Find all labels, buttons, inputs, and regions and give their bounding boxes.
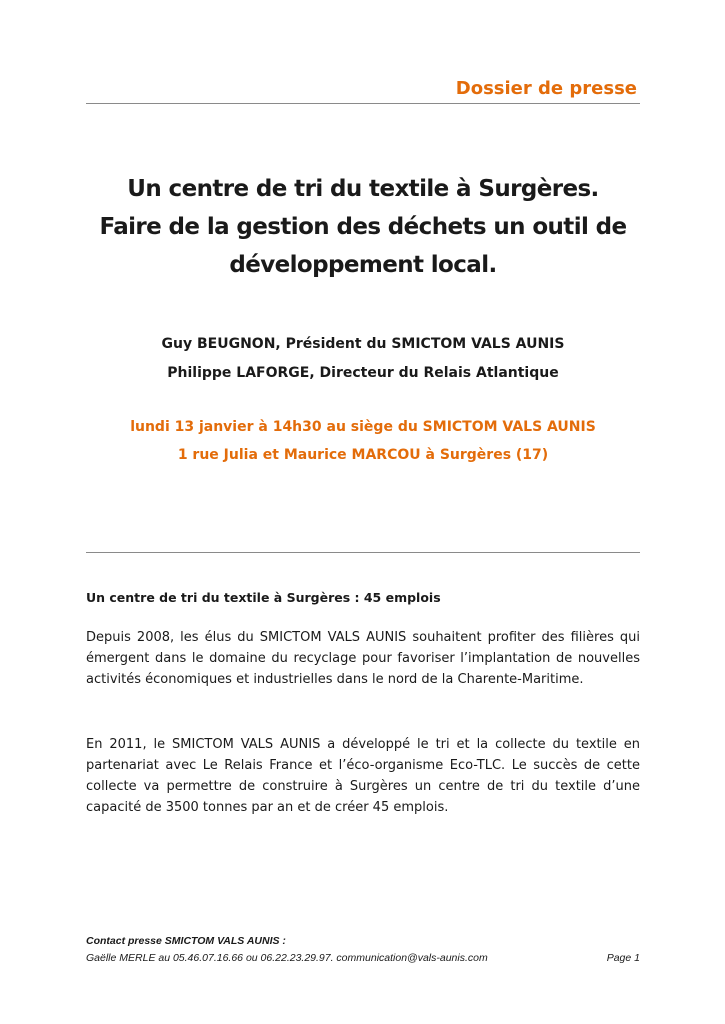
footer-row	[86, 950, 640, 967]
title-line: développement local.	[229, 252, 497, 278]
footer	[86, 933, 640, 967]
press-release-title	[86, 170, 640, 284]
event-date: lundi 13 janvier à 14h30 au siège du SMICTOM VALS AUNIS	[130, 419, 596, 435]
footer-contact-title: Contact presse SMICTOM VALS AUNIS :	[86, 935, 286, 947]
event-details	[86, 413, 640, 469]
title-line: Un centre de tri du textile à Surgères.	[127, 176, 599, 202]
body-paragraph: En 2011, le SMICTOM VALS AUNIS a développé le tri et la collecte du textile en partenariat avec Le Relais France et l’éco-organisme Eco-TLC. Le succès de cette collecte va permettre de construire à Surgères un centre de tri du textile d’une capacité de 3500 tonnes par an et de créer 45 emplois.	[86, 737, 640, 815]
header-divider	[86, 103, 640, 104]
footer-contact-details: Gaëlle MERLE au 05.46.07.16.66 ou 06.22.23.29.97. communication@vals-aunis.com	[86, 952, 488, 964]
speaker-president: Guy BEUGNON, Président du SMICTOM VALS AUNIS	[161, 336, 565, 352]
document-type-label: Dossier de presse	[455, 78, 637, 99]
title-line: Faire de la gestion des déchets un outil de	[99, 214, 627, 240]
speaker-director: Philippe LAFORGE, Directeur du Relais Atlantique	[167, 365, 559, 381]
speakers-block	[86, 330, 640, 388]
event-address: 1 rue Julia et Maurice MARCOU à Surgères (17)	[177, 447, 549, 463]
body-paragraph: Depuis 2008, les élus du SMICTOM VALS AUNIS souhaitent profiter des filières qui émergent dans le domaine du recyclage pour favoriser l’implantation de nouvelles activités économiques et industrielles dans le nord de la Charente-Maritime.	[86, 630, 640, 687]
page-number: Page 1	[606, 952, 640, 964]
section-heading: Un centre de tri du textile à Surgères : 45 emplois	[86, 590, 441, 605]
section-divider	[86, 552, 640, 553]
